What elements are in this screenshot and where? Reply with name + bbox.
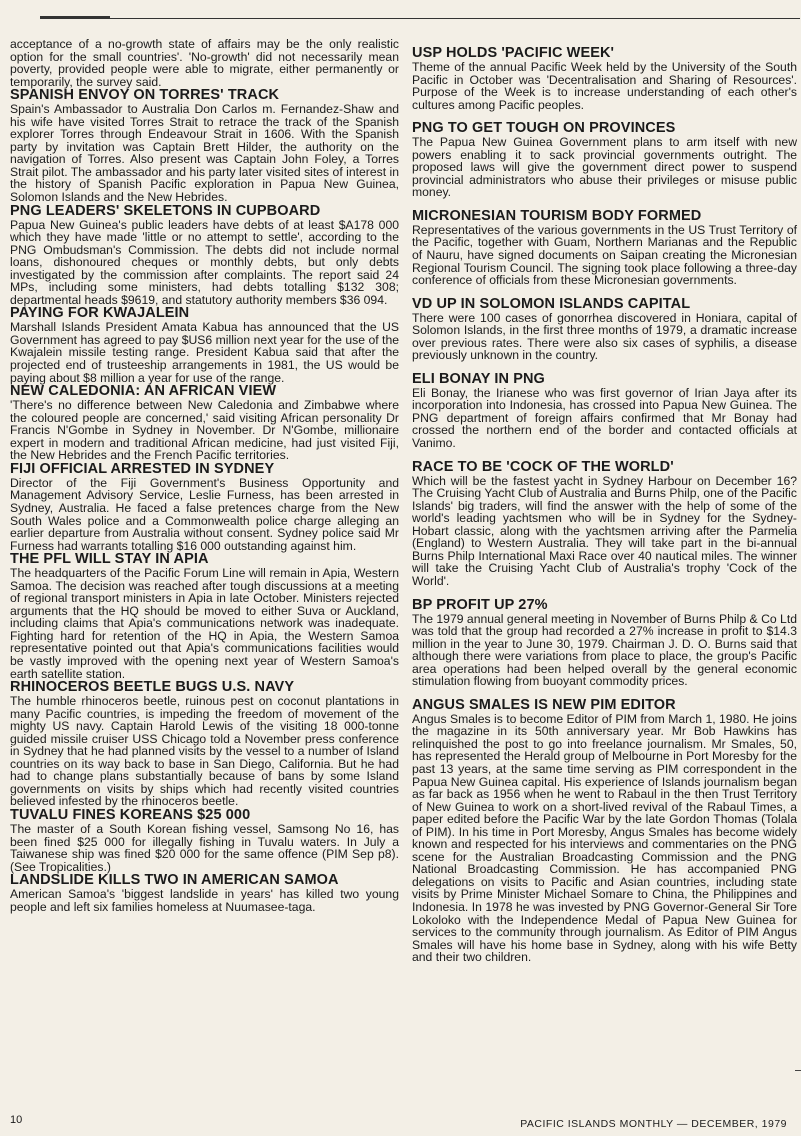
article-body: There were 100 cases of gonorrhea discovered in Honiara, capital of Solomon Islands, in the first three months of 1979, a dramatic increase over previous rates. There were also six cases of syphilis, a disease previously unknown in the country. [412,310,797,363]
article-usp-pacific-week [412,46,797,111]
article-body: Theme of the annual Pacific Week held by the University of the South Pacific in October was 'Decentralisation and Sharing of Resources'. Purpose of the Week is to increase understanding of each other's cultures among Pacific peoples. [412,60,797,112]
article-body: The headquarters of the Pacific Forum Line will remain in Apia, Western Samoa. The decision was reached after tough discussions at a meeting of regional transport ministers in Apia in late October. Ministers rejected arguments that the HQ should be moved to either Suva or Auckland, including claims that Apia's communications network was inadequate. Fighting hard for retention of the HQ in Apia, the Western Samoa representative pointed out that Apia's communications facilities would be vastly improved with the opening next year of Western Samoa's earth satellite station. [10,566,399,681]
article-angus-smales [412,698,797,964]
article-body: Angus Smales is to become Editor of PIM from March 1, 1980. He joins the magazine in its 50th anniversary year. Mr Bob Hawkins has relinquished the post to go into freelance journalism. Mr Smales, 50, has represented the Herald group of Melbourne in Port Moresby for the past 13 years, at the same time serving as PIM correspondent in the Papua New Guinea capital. His experience of Islands journalism began as far back as 1956 when he went to Rabaul in the then Trust Territory of New Guinea to work on a short-lived revival of the Rabaul Times, a paper edited before the Pacific War by the late Gordon Thomas (Tolala of PIM). In his time in Port Moresby, Angus Smales has become widely known and respected for his interviews and commentaries on the PNG scene for the Australian Broadcasting Commission and the PNG National Broadcasting Commission. He has accompanied PNG delegations on visits to Pacific and Asian countries, including state visits by Prime Minister Michael Somare to China, the Philippines and Indonesia. In 1978 he was invested by PNG Governor-General Sir Tore Lokoloko with the Independence Medal of Papua New Guinea for services to the community through journalism. As Editor of PIM Angus Smales will have his home base in Sydney, along with his wife Betty and their two children. [412,711,797,965]
article-body: Director of the Fiji Government's Business Opportunity and Management Advisory Service, Leslie Furness, has been arrested in Sydney, Australia. He faced a false pretences charge from the New South Wales police and a Commonwealth police charge alleging an earlier departure from Australia without consent. Sydney police said Mr Furness had warrants totalling $16 000 outstanding against him. [10,475,399,553]
article-heading: FIJI OFFICIAL ARRESTED IN SYDNEY [10,460,275,477]
article-tuvalu-fines [10,808,399,873]
article-heading: RHINOCEROS BEETLE BUGS U.S. NAVY [10,679,295,696]
article-continuation [10,38,399,88]
article-heading: BP PROFIT UP 27% [412,596,548,613]
article-body: The humble rhinoceros beetle, ruinous pest on coconut plantations in many Pacific countries, is impeding the freedom of movement of the mighty US navy. Captain Harold Lewis of the visiting 18 000-tonne guided missile cruiser USS Chicago told a November press conference in Sydney that he had planned visits by the vessel to a number of Island countries on its way back to base in San Diego, California. But he had had to change plans substantially because of bans by some Island governments on visits by ships which had recently visited countries believed infested by the rhinoceros beetle. [10,694,399,809]
left-column [10,38,399,913]
article-body: Spain's Ambassador to Australia Don Carlos m. Fernandez-Shaw and his wife have visited Torres Strait to retrace the track of the Spanish explorer Torres through Endeavour Strait in 1606. With the Spanish party by invitation was Captain Brett Hilder, the authority on the navigation of Torres. Also present was Captain John Foley, a Torres Strait pilot. The ambassador and his party later visited sites of interest in the history of Spanish Pacific exploration in Papua New Guinea, Solomon Islands and the New Hebrides. [10,102,399,205]
header-rule [40,18,800,19]
article-heading: MICRONESIAN TOURISM BODY FORMED [412,207,702,224]
page-edge-mark [795,1070,801,1079]
article-body: Which will be the fastest yacht in Sydney Harbour on December 16? The Cruising Yacht Club of Australia and Burns Philp, one of the Pacific Islands' big traders, will find the answer with the help of some of the world's leading yachtsmen who will be in Sydney for the Sydney-Hobart classic, along with the yachtsmen arriving after the Parmelia (England) to Western Australia. They will take part in the bi-annual Burns Philp International Maxi Race over 40 nautical miles. The winner will take the Cruising Yacht Club of Australia's trophy 'Cock of the World'. [412,473,797,588]
right-column [412,46,797,974]
article-landslide [10,873,399,913]
article-body: Eli Bonay, the Irianese who was first governor of Irian Jaya after its incorporation into Indonesia, has crossed into Papua New Guinea. The PNG department of foreign affairs confirmed that Mr Bonay had crossed the northern end of the border and contacted officials at Vanimo. [412,385,797,451]
article-heading: THE PFL WILL STAY IN APIA [10,551,209,568]
article-heading: RACE TO BE 'COCK OF THE WORLD' [412,458,674,475]
article-vd-solomons [412,297,797,362]
article-body: 'There's no difference between New Caledonia and Zimbabwe where the coloured people are concerned,' said visiting African personality Dr Francis N'Gombe in Sydney in November. Dr N'Gombe, millionaire expert in modern and traditional African medicine, had just visited Fiji, the New Hebrides and the French Pacific territories. [10,398,399,463]
article-body: The Papua New Guinea Government plans to arm itself with new powers enabling it to sack provincial governments outright. The proposed laws will give the government direct power to suspend provincial administrators who abuse their privileges or misuse public money. [412,135,797,200]
article-cock-of-the-world [412,460,797,588]
article-heading: USP HOLDS 'PACIFIC WEEK' [412,45,615,61]
article-heading: PNG LEADERS' SKELETONS IN CUPBOARD [10,202,321,219]
article-micronesian-tourism [412,209,797,287]
article-heading: TUVALU FINES KOREANS $25 000 [10,806,251,823]
article-body: acceptance of a no-growth state of affairs may be the only realistic option for the small countries'. 'No-growth' did not necessarily mean poverty, provided people were able to migrate, either permanently or temporarily, the survey said. [10,37,399,89]
article-kwajalein [10,306,399,384]
article-heading: ELI BONAY IN PNG [412,370,545,387]
article-png-leaders [10,204,399,307]
article-heading: LANDSLIDE KILLS TWO IN AMERICAN SAMOA [10,872,339,889]
article-heading: SPANISH ENVOY ON TORRES' TRACK [10,87,280,104]
article-rhinoceros-beetle [10,680,399,808]
article-body: The master of a South Korean fishing vessel, Samsong No 16, has been fined $25 000 for illegally fishing in Tuvalu waters. In July a Taiwanese ship was fined $20 000 for the same offence (PIM Sep p8). (See Tropicalities.) [10,821,399,874]
article-heading: PNG TO GET TOUGH ON PROVINCES [412,120,676,137]
article-eli-bonay [412,372,797,450]
article-body: The 1979 annual general meeting in November of Burns Philp & Co Ltd was told that the group had recorded a 27% increase in profit to $14.3 million in the year to June 30, 1979. Chairman J. D. O. Burns said that although there were variations from place to place, the group's Pacific area operations had been helped overall by the general economic stimulation flowing from buoyant commodity prices. [412,611,797,689]
page-number: 10 [10,1114,23,1126]
article-pfl-apia [10,552,399,680]
running-title: PACIFIC ISLANDS MONTHLY — DECEMBER, 1979 [520,1118,787,1130]
article-heading: ANGUS SMALES IS NEW PIM EDITOR [412,696,676,713]
article-heading: VD UP IN SOLOMON ISLANDS CAPITAL [412,295,691,312]
article-heading: NEW CALEDONIA: AN AFRICAN VIEW [10,383,277,400]
article-body: Representatives of the various governments in the US Trust Territory of the Pacific, together with Guam, Northern Marianas and the Republic of Nauru, have signed documents on Saipan creating the Micronesian Regional Tourism Council. The signing took place following a three-day conference of officials from these Micronesian governments. [412,222,797,288]
article-png-provinces [412,121,797,199]
article-heading: PAYING FOR KWAJALEIN [10,305,190,322]
article-body: American Samoa's 'biggest landslide in years' has killed two young people and left six families homeless at Nuumasee-taga. [10,887,399,914]
article-body: Marshall Islands President Amata Kabua has announced that the US Government has agreed to pay $US6 million next year for the use of the Kwajalein missile testing range. President Kabua said that after the projected end of trusteeship arrangements in 1981, the US would be paying about $8 million a year for use of the range. [10,320,399,385]
article-spanish-envoy [10,88,399,203]
article-new-caledonia [10,384,399,462]
article-body: Papua New Guinea's public leaders have debts of at least $A178 000 which they have made 'little or no attempt to settle', according to the PNG Ombudsman's Commission. The debts did not include normal loans, dishonoured cheques or monthly debts, but only debts investigated by the commission after complaints. The report said 24 MPs, including some ministers, had debts totalling $132 308; departmental heads $9619, and statutory authority members $36 094. [10,217,399,307]
article-bp-profit [412,598,797,688]
article-fiji-official [10,462,399,552]
